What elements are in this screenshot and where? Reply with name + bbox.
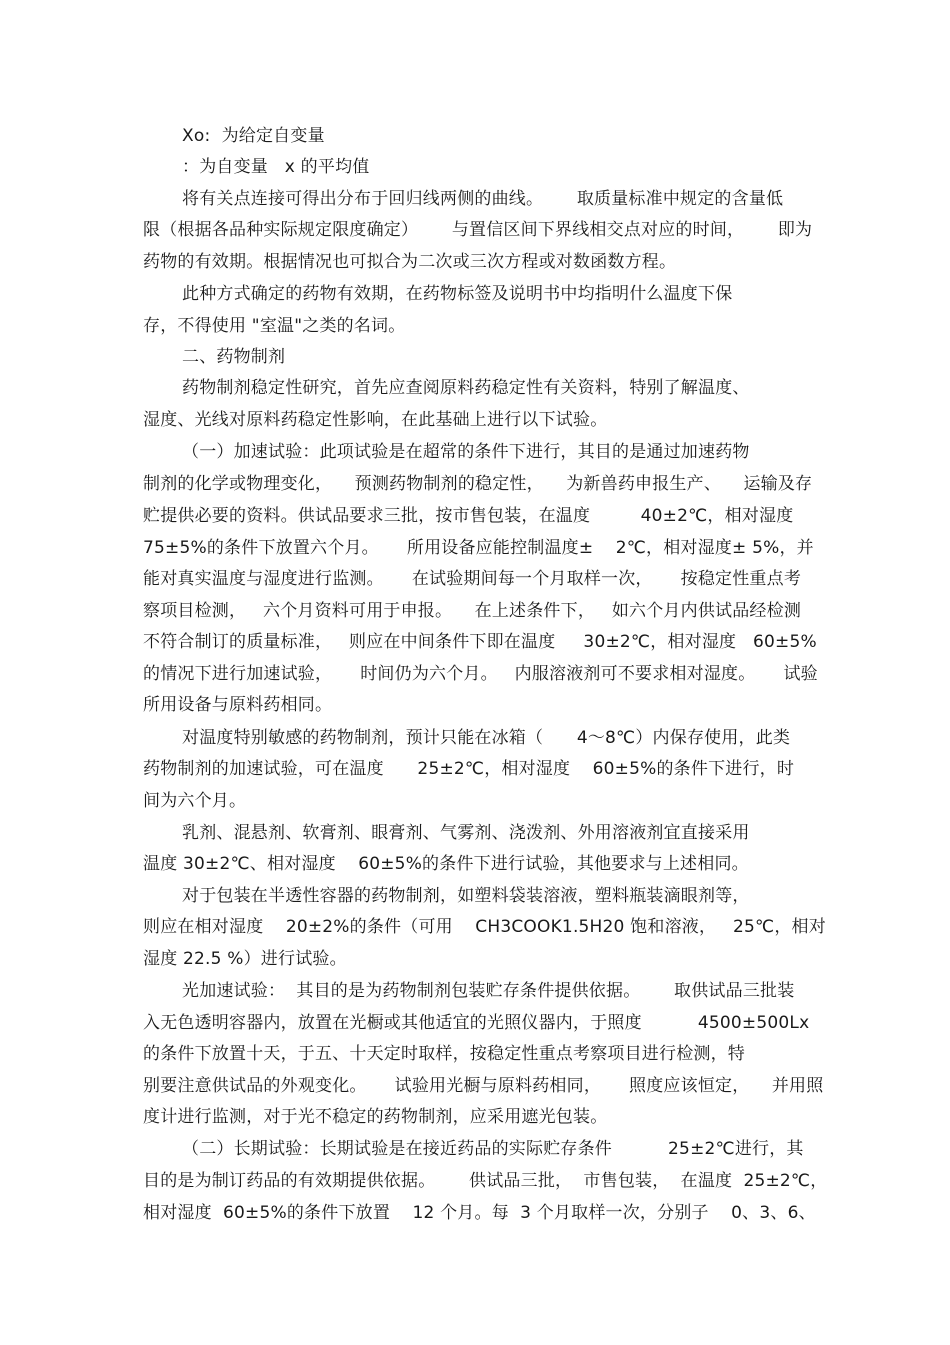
text-line: 相对湿度 60±5%的条件下放置 12 个月。每 3 个月取样一次，分别子 0、3、6、 xyxy=(143,1203,816,1223)
text-line: 度计进行监测，对于光不稳定的药物制剂，应采用遮光包装。 xyxy=(143,1107,608,1127)
text-line: 则应在相对湿度 20±2%的条件（可用 CH3COOK1.5H20 饱和溶液， 25℃，相对 xyxy=(143,917,826,937)
text-line: 光加速试验： 其目的是为药物制剂包装贮存条件提供依据。 取供试品三批装 xyxy=(182,981,795,1001)
text-line: （一）加速试验：此项试验是在超常的条件下进行，其目的是通过加速药物 xyxy=(182,442,750,462)
text-line: 乳剂、混悬剂、软膏剂、眼膏剂、气雾剂、浇泼剂、外用溶液剂宜直接采用 xyxy=(182,823,750,843)
text-line: 能对真实温度与湿度进行监测。 在试验期间每一个月取样一次， 按稳定性重点考 xyxy=(143,569,802,589)
text-line: 的情况下进行加速试验， 时间仍为六个月。 内服溶液剂可不要求相对湿度。 试验 xyxy=(143,664,818,684)
text-line: 此种方式确定的药物有效期，在药物标签及说明书中均指明什么温度下保 xyxy=(182,284,733,304)
text-line: 制剂的化学或物理变化， 预测药物制剂的稳定性， 为新兽药申报生产、 运输及存 xyxy=(143,474,813,494)
text-line: 对于包装在半透性容器的药物制剂，如塑料袋装溶液，塑料瓶装滴眼剂等， xyxy=(182,886,750,906)
text-line: 目的是为制订药品的有效期提供依据。 供试品三批， 市售包装， 在温度 25±2℃， xyxy=(143,1171,828,1191)
text-line: 贮提供必要的资料。供试品要求三批，按市售包装，在温度 40±2℃，相对湿度 xyxy=(143,506,794,526)
text-line: 对温度特别敏感的药物制剂，预计只能在冰箱（ 4～8℃）内保存使用，此类 xyxy=(182,728,791,748)
text-line: 将有关点连接可得出分布于回归线两侧的曲线。 取质量标准中规定的含量低 xyxy=(182,189,784,209)
text-line: 药物的有效期。根据情况也可拟合为二次或三次方程或对数函数方程。 xyxy=(143,252,677,272)
text-line: 的条件下放置十天，于五、十天定时取样，按稳定性重点考察项目进行检测，特 xyxy=(143,1044,745,1064)
text-line: 湿度、光线对原料药稳定性影响，在此基础上进行以下试验。 xyxy=(143,410,608,430)
text-line: Xo: 为给定自变量 xyxy=(182,126,325,146)
text-line: ：为自变量 x 的平均值 xyxy=(182,157,370,177)
text-line: 存，不得使用 "室温"之类的名词。 xyxy=(143,316,406,336)
text-line: 限（根据各品种实际规定限度确定） 与置信区间下界线相交点对应的时间， 即为 xyxy=(143,220,813,240)
text-line: 察项目检测， 六个月资料可用于申报。 在上述条件下， 如六个月内供试品经检测 xyxy=(143,601,802,621)
text-line: 间为六个月。 xyxy=(143,791,247,811)
text-line: 不符合制订的质量标准， 则应在中间条件下即在温度 30±2℃，相对湿度 60±5% xyxy=(143,632,817,652)
text-line: 别要注意供试品的外观变化。 试验用光橱与原料药相同， 照度应该恒定， 并用照 xyxy=(143,1076,824,1096)
text-line: 75±5%的条件下放置六个月。 所用设备应能控制温度± 2℃，相对湿度± 5%，并 xyxy=(143,538,814,558)
section-heading: 二、药物制剂 xyxy=(182,347,286,367)
text-line: 入无色透明容器内，放置在光橱或其他适宜的光照仪器内，于照度 4500±500Lx xyxy=(143,1013,810,1033)
text-line: （二）长期试验：长期试验是在接近药品的实际贮存条件 25±2℃进行，其 xyxy=(182,1139,804,1159)
text-line: 温度 30±2℃、相对湿度 60±5%的条件下进行试验，其他要求与上述相同。 xyxy=(143,854,749,874)
text-line: 药物制剂的加速试验，可在温度 25±2℃，相对湿度 60±5%的条件下进行，时 xyxy=(143,759,795,779)
text-line: 湿度 22.5 %）进行试验。 xyxy=(143,949,347,969)
text-line: 所用设备与原料药相同。 xyxy=(143,695,333,715)
text-line: 药物制剂稳定性研究，首先应查阅原料药稳定性有关资料，特别了解温度、 xyxy=(182,378,750,398)
